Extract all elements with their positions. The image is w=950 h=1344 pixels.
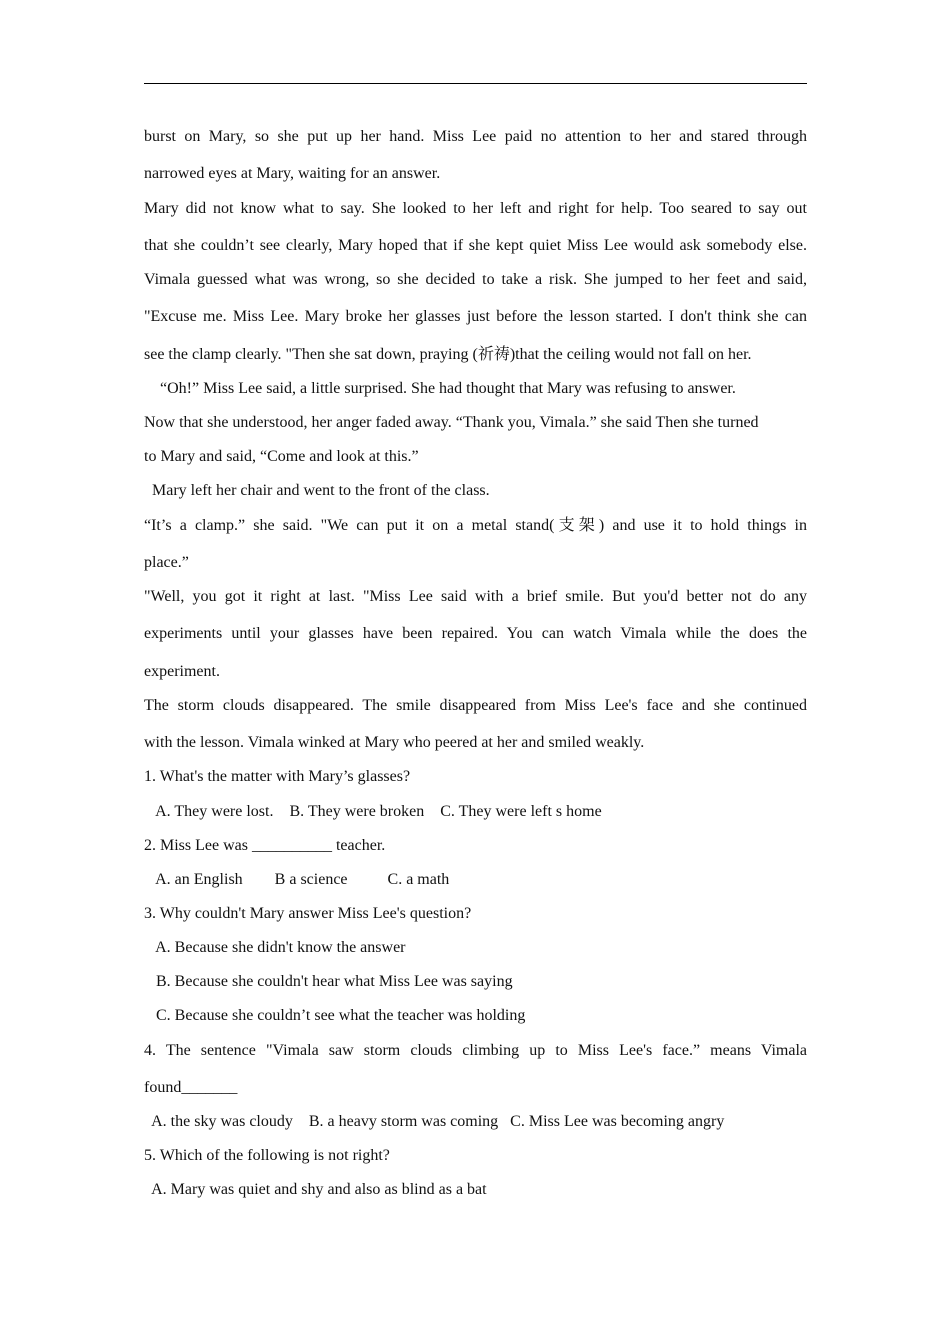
text-line: “It’s a clamp.” she said. "We can put it on a metal stand(支架) and use it to hold things in (144, 517, 807, 534)
question-4: 4. The sentence "Vimala saw storm clouds climbing up to Miss Lee's face.” means Vimala (144, 1042, 807, 1059)
question-5-option-a: A. Mary was quiet and shy and also as blind as a bat (144, 1181, 487, 1198)
question-4-continued: found_______ (144, 1079, 238, 1096)
text-line: The storm clouds disappeared. The smile disappeared from Miss Lee's face and she continued (144, 697, 807, 714)
question-3: 3. Why couldn't Mary answer Miss Lee's question? (144, 905, 472, 922)
question-5: 5. Which of the following is not right? (144, 1147, 390, 1164)
question-3-option-c: C. Because she couldn’t see what the teacher was holding (144, 1007, 526, 1024)
text-line: to Mary and said, “Come and look at this.” (144, 448, 419, 465)
text-line: see the clamp clearly. "Then she sat down, praying (祈祷)that the ceiling would not fall on her. (144, 346, 752, 363)
text-line: burst on Mary, so she put up her hand. Miss Lee paid no attention to her and stared through (144, 128, 807, 145)
question-3-option-b: B. Because she couldn't hear what Miss Lee was saying (144, 973, 513, 990)
text-line: that she couldn’t see clearly, Mary hoped that if she kept quiet Miss Lee would ask somebody else. (144, 237, 807, 254)
question-1: 1. What's the matter with Mary’s glasses? (144, 768, 411, 785)
text-line: Vimala guessed what was wrong, so she decided to take a risk. She jumped to her feet and said, (144, 271, 807, 288)
text-line: narrowed eyes at Mary, waiting for an answer. (144, 165, 441, 182)
question-1-options: A. They were lost. B. They were broken C. They were left s home (144, 803, 602, 820)
text-line: "Excuse me. Miss Lee. Mary broke her glasses just before the lesson started. I don't think she can (144, 308, 807, 325)
question-3-option-a: A. Because she didn't know the answer (144, 939, 406, 956)
header-rule (144, 83, 807, 84)
text-line: with the lesson. Vimala winked at Mary who peered at her and smiled weakly. (144, 734, 645, 751)
text-line: “Oh!” Miss Lee said, a little surprised. She had thought that Mary was refusing to answer. (144, 380, 736, 397)
text-line: "Well, you got it right at last. "Miss Lee said with a brief smile. But you'd better not do any (144, 588, 807, 605)
question-2-options: A. an English B a science C. a math (144, 871, 450, 888)
question-2: 2. Miss Lee was __________ teacher. (144, 837, 386, 854)
text-line: experiments until your glasses have been repaired. You can watch Vimala while the does the (144, 625, 807, 642)
text-line: Mary left her chair and went to the front of the class. (144, 482, 490, 499)
question-4-options: A. the sky was cloudy B. a heavy storm was coming C. Miss Lee was becoming angry (144, 1113, 725, 1130)
text-line: place.” (144, 554, 189, 571)
text-line: Now that she understood, her anger faded away. “Thank you, Vimala.” she said Then she turned (144, 414, 759, 431)
text-line: Mary did not know what to say. She looked to her left and right for help. Too seared to say out (144, 200, 807, 217)
text-line: experiment. (144, 663, 220, 680)
